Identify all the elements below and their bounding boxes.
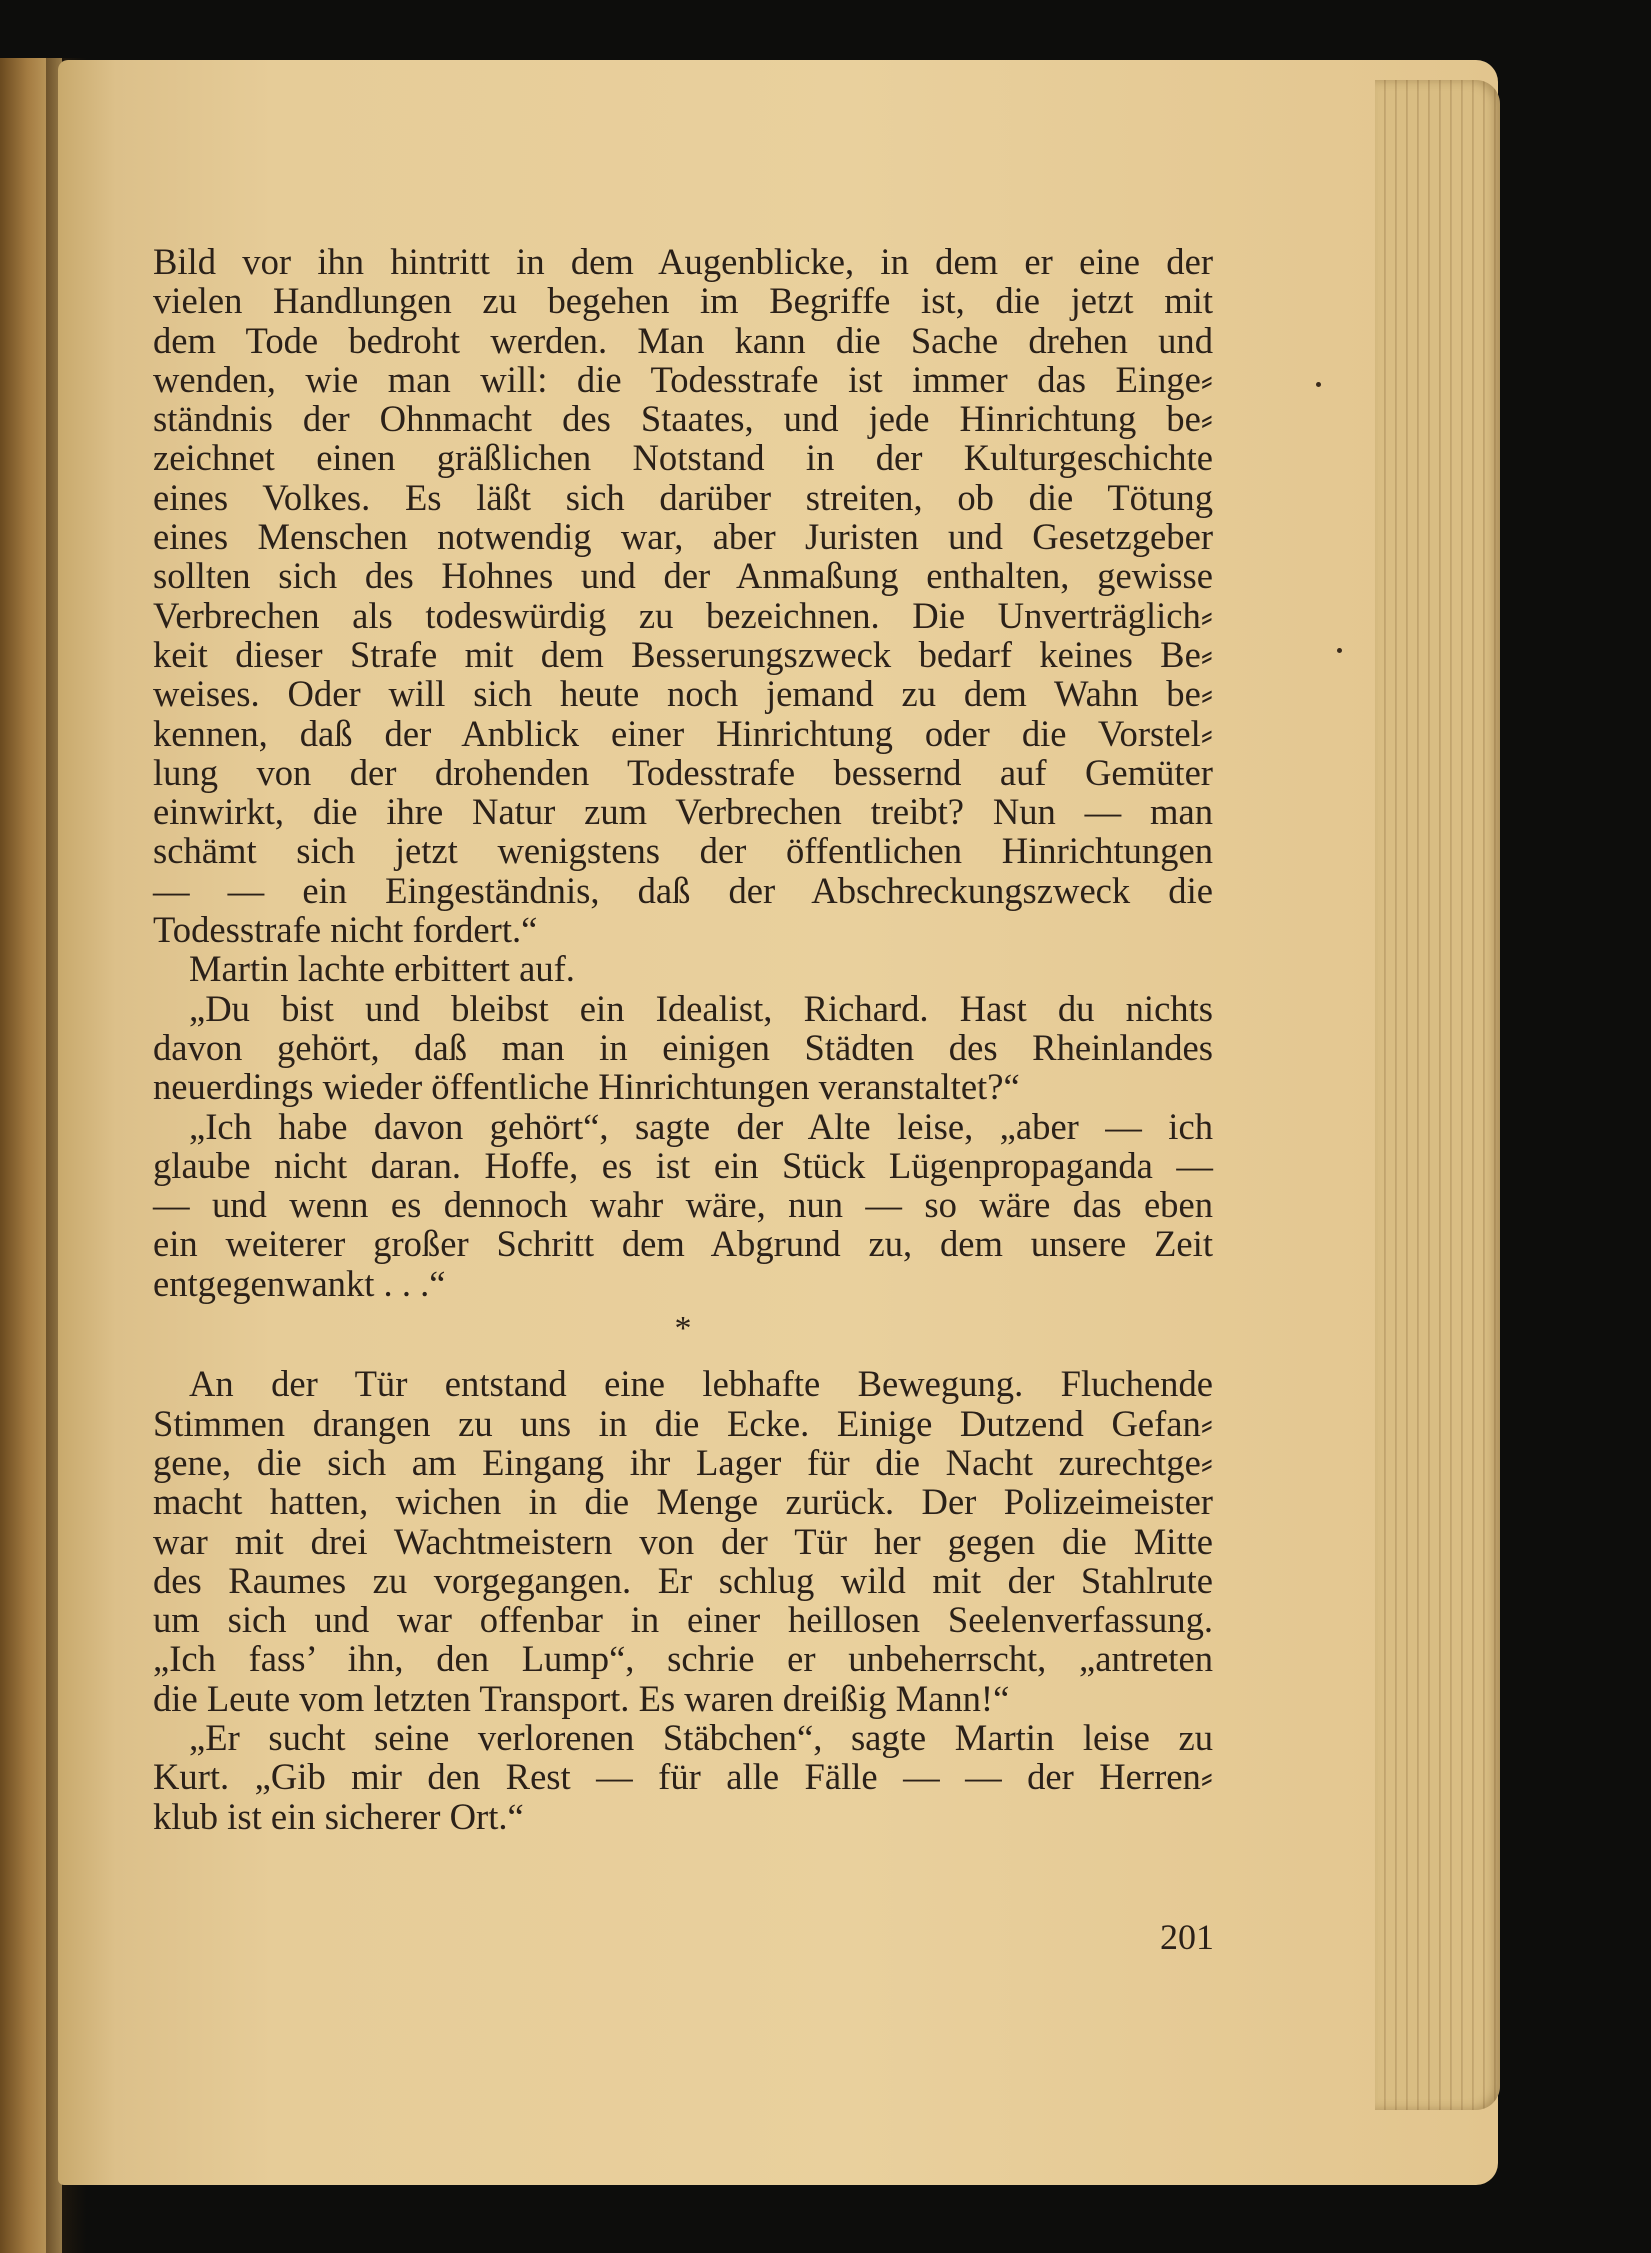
- text-line: „Du bist und bleibst ein Idealist, Richard. Hast du nichts: [189, 987, 1213, 1029]
- body-text: [153, 242, 1213, 1836]
- text-line: entgegenwankt . . .“: [153, 1262, 446, 1304]
- text-line: Todesstrafe nicht fordert.“: [153, 909, 538, 951]
- text-line: — — ein Eingeständnis, daß der Abschreckungszweck die: [153, 869, 1213, 911]
- text-line: vielen Handlungen zu begehen im Begriffe ist, die jetzt mit: [153, 280, 1213, 322]
- text-line: An der Tür entstand eine lebhafte Bewegung. Fluchende: [189, 1363, 1213, 1405]
- paper-speck: [1316, 382, 1321, 387]
- text-line: ständnis der Ohnmacht des Staates, und jede Hinrichtung be⸗: [153, 398, 1213, 440]
- text-line: eines Menschen notwendig war, aber Juristen und Gesetzgeber: [153, 516, 1213, 558]
- text-line: weises. Oder will sich heute noch jemand zu dem Wahn be⸗: [153, 673, 1213, 715]
- page-number: 201: [1160, 1917, 1214, 1957]
- text-line: wenden, wie man will: die Todesstrafe ist immer das Einge⸗: [153, 358, 1213, 400]
- text-line: dem Tode bedroht werden. Man kann die Sache drehen und: [153, 319, 1213, 361]
- text-line: eines Volkes. Es läßt sich darüber streiten, ob die Tötung: [153, 476, 1213, 518]
- section-break-asterisk: *: [674, 1310, 692, 1348]
- text-line: Verbrechen als todeswürdig zu bezeichnen. Die Unverträglich⸗: [153, 594, 1213, 636]
- text-line: keit dieser Strafe mit dem Besserungszweck bedarf keines Be⸗: [153, 633, 1213, 675]
- text-line: Bild vor ihn hintritt in dem Augenblicke, in dem er eine der: [153, 241, 1213, 282]
- text-line: klub ist ein sicherer Ort.“: [153, 1795, 524, 1837]
- paper-speck: [1337, 648, 1342, 653]
- text-line: Kurt. „Gib mir den Rest — für alle Fälle — — der Herren⸗: [153, 1756, 1213, 1798]
- text-line: kennen, daß der Anblick einer Hinrichtung oder die Vorstel⸗: [153, 712, 1213, 754]
- text-line: Stimmen drangen zu uns in die Ecke. Einige Dutzend Gefan⸗: [153, 1402, 1213, 1444]
- text-line: neuerdings wieder öffentliche Hinrichtungen veranstaltet?“: [153, 1066, 1020, 1108]
- text-line: gene, die sich am Eingang ihr Lager für die Nacht zurechtge⸗: [153, 1441, 1213, 1483]
- text-line: schämt sich jetzt wenigstens der öffentlichen Hinrichtungen: [153, 830, 1213, 872]
- page-stack-edge: [1375, 80, 1500, 2110]
- text-line: ein weiterer großer Schritt dem Abgrund zu, dem unsere Zeit: [153, 1223, 1213, 1265]
- text-line: lung von der drohenden Todesstrafe bessernd auf Gemüter: [153, 751, 1213, 793]
- text-line: zeichnet einen gräßlichen Notstand in der Kulturgeschichte: [153, 437, 1213, 479]
- text-line: einwirkt, die ihre Natur zum Verbrechen treibt? Nun — man: [153, 791, 1213, 833]
- text-line: „Ich fass’ ihn, den Lump“, schrie er unbeherrscht, „antreten: [153, 1638, 1213, 1680]
- text-line: macht hatten, wichen in die Menge zurück. Der Polizeimeister: [153, 1481, 1213, 1523]
- text-line: war mit drei Wachtmeistern von der Tür her gegen die Mitte: [153, 1520, 1213, 1562]
- text-line: davon gehört, daß man in einigen Städten des Rheinlandes: [153, 1026, 1213, 1068]
- text-line: des Raumes zu vorgegangen. Er schlug wild mit der Stahlrute: [153, 1559, 1213, 1601]
- text-line: die Leute vom letzten Transport. Es waren dreißig Mann!“: [153, 1677, 1010, 1719]
- text-line: glaube nicht daran. Hoffe, es ist ein Stück Lügenpropaganda —: [153, 1144, 1213, 1186]
- text-line: „Er sucht seine verlorenen Stäbchen“, sagte Martin leise zu: [189, 1716, 1213, 1758]
- text-line: um sich und war offenbar in einer heillosen Seelenverfassung.: [153, 1599, 1213, 1641]
- text-line: sollten sich des Hohnes und der Anmaßung enthalten, gewisse: [153, 555, 1213, 597]
- text-line: Martin lachte erbittert auf.: [189, 948, 575, 990]
- text-line: „Ich habe davon gehört“, sagte der Alte leise, „aber — ich: [189, 1105, 1213, 1147]
- text-line: — und wenn es dennoch wahr wäre, nun — so wäre das eben: [153, 1184, 1213, 1226]
